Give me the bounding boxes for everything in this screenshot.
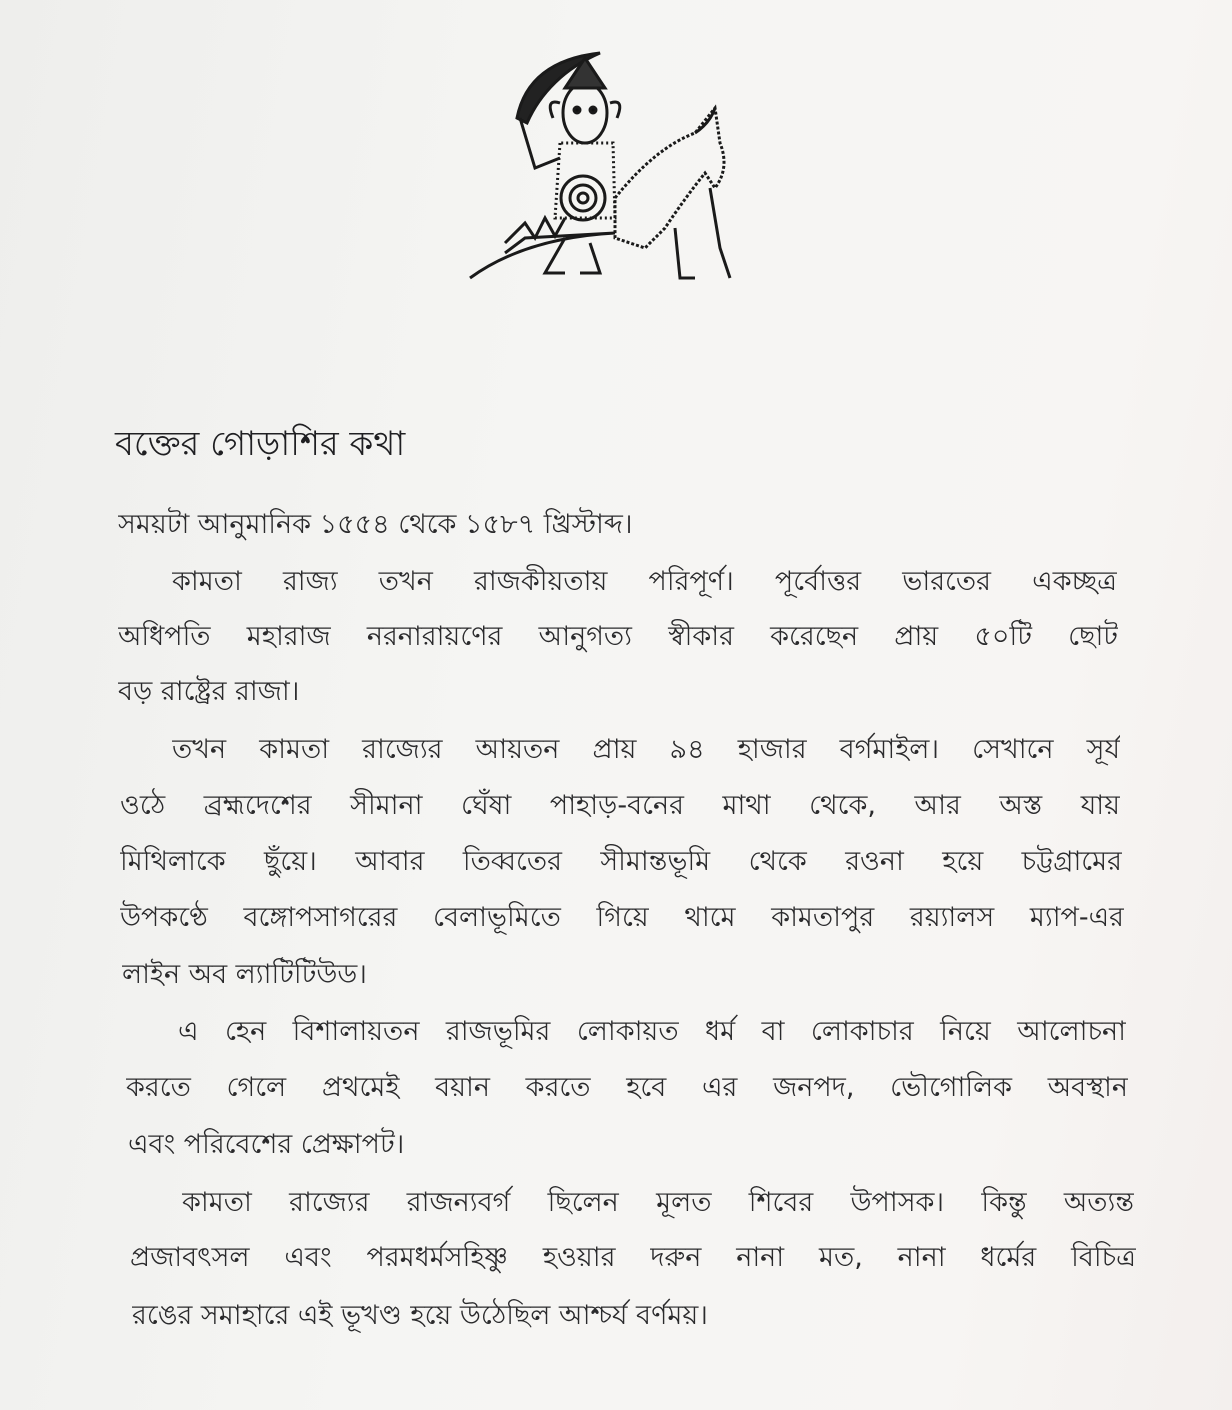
text-line: মিথিলাকে ছুঁয়ে। আবার তিব্বতের সীমান্তভূমি থেকে রওনা হয়ে চট্টগ্রামের	[120, 846, 1122, 877]
section-heading: বক্তের গোড়াশির কথা	[115, 424, 406, 464]
text-line: অধিপতি মহারাজ নরনারায়ণের আনুগত্য স্বীকার করেছেন প্রায় ৫০টি ছোট	[118, 621, 1118, 652]
text-line: করতে গেলে প্রথমেই বয়ান করতে হবে এর জনপদ, ভৌগোলিক অবস্থান	[126, 1072, 1128, 1103]
text-line: প্রজাবৎসল এবং পরমধর্মসহিষ্ণু হওয়ার দরুন নানা মত, নানা ধর্মের বিচিত্র	[130, 1242, 1136, 1273]
text-line: এবং পরিবেশের প্রেক্ষাপট।	[128, 1129, 405, 1160]
text-line: উপকণ্ঠে বঙ্গোপসাগরের বেলাভূমিতে গিয়ে থামে কামতাপুর রয়্যালস ম্যাপ-এর	[120, 902, 1124, 933]
text-line: তখন কামতা রাজ্যের আয়তন প্রায় ৯৪ হাজার বর্গমাইল। সেখানে সূর্য	[172, 734, 1120, 765]
text-line: কামতা রাজ্য তখন রাজকীয়তায় পরিপূর্ণ। পূর্বোত্তর ভারতের একচ্ছত্র	[172, 566, 1117, 597]
warrior-on-horse-illustration	[465, 48, 745, 288]
text-line: বড় রাষ্ট্রের রাজা।	[118, 676, 300, 707]
text-line: রঙের সমাহারে এই ভূখণ্ড হয়ে উঠেছিল আশ্চর্য বর্ণময়।	[132, 1300, 708, 1331]
text-line: ওঠে ব্রহ্মদেশের সীমানা ঘেঁষা পাহাড়-বনের মাথা থেকে, আর অস্ত যায়	[120, 790, 1120, 821]
text-line: সময়টা আনুমানিক ১৫৫৪ থেকে ১৫৮৭ খ্রিস্টাব্দ।	[118, 509, 633, 540]
text-line: লাইন অব ল্যাটিটিউড।	[122, 959, 367, 990]
text-line: এ হেন বিশালায়তন রাজভূমির লোকায়ত ধর্ম বা লোকাচার নিয়ে আলোচনা	[178, 1016, 1126, 1047]
text-line: কামতা রাজ্যের রাজন্যবর্গ ছিলেন মূলত শিবের উপাসক। কিন্তু অত্যন্ত	[182, 1187, 1134, 1218]
